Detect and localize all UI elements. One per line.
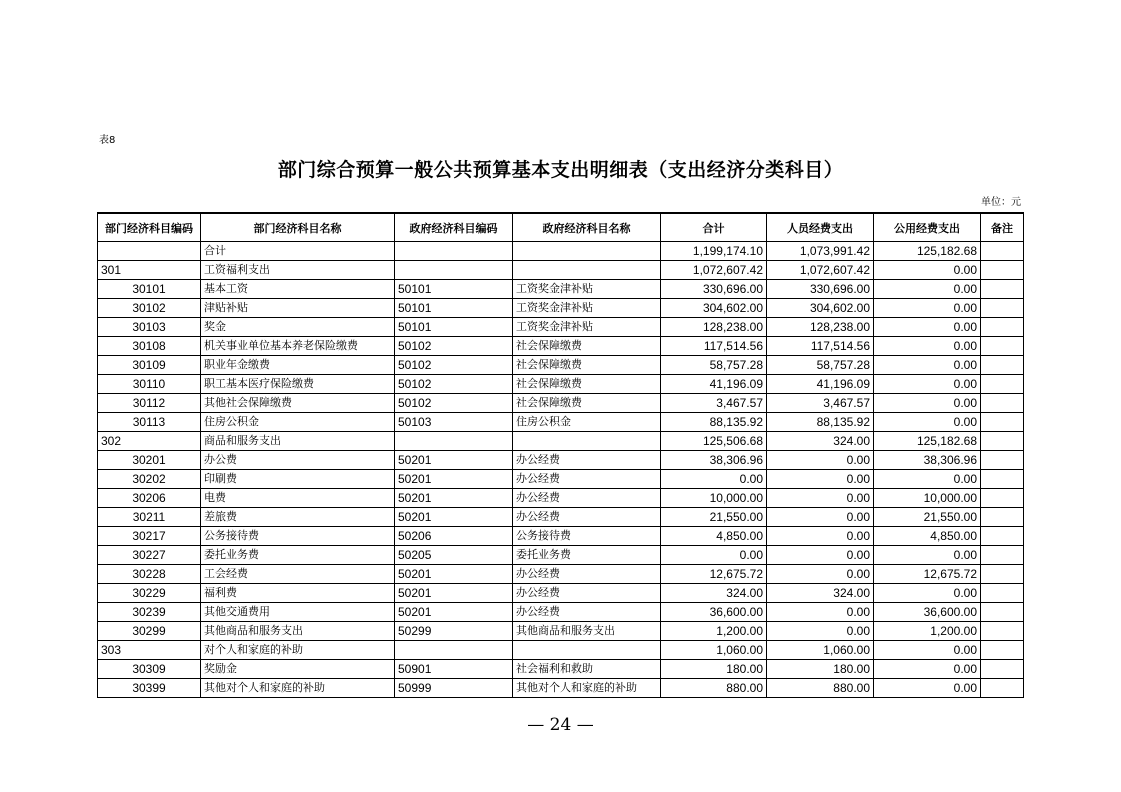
cell-gov-code: 50102: [395, 356, 513, 375]
cell-dept-code: 30299: [98, 622, 201, 641]
cell-dept-code: 30202: [98, 470, 201, 489]
cell-dept-name: 基本工资: [201, 280, 395, 299]
cell-remark: [981, 489, 1024, 508]
cell-dept-code: [98, 242, 201, 261]
cell-gov-name: 工资奖金津补贴: [513, 280, 661, 299]
cell-dept-name: 福利费: [201, 584, 395, 603]
cell-dept-name: 其他对个人和家庭的补助: [201, 679, 395, 698]
cell-gov-code: 50201: [395, 470, 513, 489]
cell-remark: [981, 375, 1024, 394]
cell-gov-name: [513, 261, 661, 280]
cell-dept-name: 其他商品和服务支出: [201, 622, 395, 641]
cell-public: 21,550.00: [874, 508, 981, 527]
cell-dept-code: 30239: [98, 603, 201, 622]
cell-gov-code: 50201: [395, 508, 513, 527]
cell-gov-name: 办公经费: [513, 470, 661, 489]
cell-public: 0.00: [874, 546, 981, 565]
cell-dept-code: 30109: [98, 356, 201, 375]
cell-gov-code: 50102: [395, 375, 513, 394]
cell-gov-code: 50201: [395, 489, 513, 508]
cell-dept-code: 303: [98, 641, 201, 660]
cell-dept-name: 公务接待费: [201, 527, 395, 546]
cell-remark: [981, 527, 1024, 546]
cell-gov-name: 办公经费: [513, 451, 661, 470]
cell-total: 1,199,174.10: [661, 242, 767, 261]
cell-personnel: 58,757.28: [767, 356, 874, 375]
cell-dept-code: 30108: [98, 337, 201, 356]
cell-gov-code: 50201: [395, 451, 513, 470]
cell-gov-code: 50102: [395, 337, 513, 356]
cell-total: 4,850.00: [661, 527, 767, 546]
cell-gov-name: 其他对个人和家庭的补助: [513, 679, 661, 698]
table-row: [98, 451, 1024, 470]
cell-public: 0.00: [874, 641, 981, 660]
cell-gov-code: 50102: [395, 394, 513, 413]
cell-personnel: 3,467.57: [767, 394, 874, 413]
cell-public: 0.00: [874, 394, 981, 413]
cell-remark: [981, 432, 1024, 451]
cell-gov-name: 社会福利和救助: [513, 660, 661, 679]
cell-personnel: 0.00: [767, 470, 874, 489]
table-row: [98, 356, 1024, 375]
cell-personnel: 0.00: [767, 565, 874, 584]
cell-remark: [981, 565, 1024, 584]
cell-dept-code: 30206: [98, 489, 201, 508]
table-row: [98, 299, 1024, 318]
cell-personnel: 330,696.00: [767, 280, 874, 299]
table-row: [98, 394, 1024, 413]
cell-dept-name: 合计: [201, 242, 395, 261]
cell-gov-code: 50103: [395, 413, 513, 432]
table-row: [98, 641, 1024, 660]
header-remark: 备注: [981, 213, 1024, 242]
cell-remark: [981, 451, 1024, 470]
cell-dept-code: 30227: [98, 546, 201, 565]
cell-public: 0.00: [874, 660, 981, 679]
table-row: [98, 432, 1024, 451]
table-label: 表8: [99, 135, 116, 146]
cell-public: 36,600.00: [874, 603, 981, 622]
cell-gov-name: 住房公积金: [513, 413, 661, 432]
cell-personnel: 117,514.56: [767, 337, 874, 356]
cell-dept-name: 差旅费: [201, 508, 395, 527]
cell-remark: [981, 261, 1024, 280]
cell-total: 1,072,607.42: [661, 261, 767, 280]
cell-total: 3,467.57: [661, 394, 767, 413]
cell-dept-name: 职工基本医疗保险缴费: [201, 375, 395, 394]
page-number: — 24 —: [527, 715, 594, 735]
cell-gov-name: 委托业务费: [513, 546, 661, 565]
cell-dept-name: 其他交通费用: [201, 603, 395, 622]
page-title: 部门综合预算一般公共预算基本支出明细表（支出经济分类科目）: [277, 159, 844, 181]
table-body: [98, 242, 1024, 698]
cell-gov-code: 50299: [395, 622, 513, 641]
cell-personnel: 1,073,991.42: [767, 242, 874, 261]
cell-dept-code: 30113: [98, 413, 201, 432]
cell-dept-code: 30309: [98, 660, 201, 679]
cell-remark: [981, 318, 1024, 337]
cell-total: 12,675.72: [661, 565, 767, 584]
cell-remark: [981, 337, 1024, 356]
cell-public: 125,182.68: [874, 242, 981, 261]
cell-remark: [981, 584, 1024, 603]
table-row: [98, 546, 1024, 565]
cell-personnel: 0.00: [767, 527, 874, 546]
cell-dept-name: 津贴补贴: [201, 299, 395, 318]
cell-dept-name: 工资福利支出: [201, 261, 395, 280]
cell-gov-code: 50201: [395, 584, 513, 603]
cell-public: 38,306.96: [874, 451, 981, 470]
cell-remark: [981, 280, 1024, 299]
cell-remark: [981, 603, 1024, 622]
table-row: [98, 337, 1024, 356]
cell-public: 0.00: [874, 261, 981, 280]
unit-label: 单位：元: [981, 197, 1021, 208]
cell-public: 12,675.72: [874, 565, 981, 584]
table-row: [98, 622, 1024, 641]
cell-public: 0.00: [874, 280, 981, 299]
cell-dept-code: 30201: [98, 451, 201, 470]
cell-personnel: 0.00: [767, 546, 874, 565]
cell-gov-name: 办公经费: [513, 603, 661, 622]
cell-gov-name: [513, 641, 661, 660]
table-row: [98, 470, 1024, 489]
cell-remark: [981, 641, 1024, 660]
cell-dept-code: 302: [98, 432, 201, 451]
cell-gov-name: 社会保障缴费: [513, 337, 661, 356]
cell-public: 0.00: [874, 470, 981, 489]
cell-gov-name: 社会保障缴费: [513, 394, 661, 413]
cell-personnel: 1,060.00: [767, 641, 874, 660]
cell-remark: [981, 679, 1024, 698]
cell-personnel: 128,238.00: [767, 318, 874, 337]
cell-gov-name: 工资奖金津补贴: [513, 299, 661, 318]
table-row: [98, 508, 1024, 527]
cell-dept-name: 商品和服务支出: [201, 432, 395, 451]
cell-gov-name: [513, 242, 661, 261]
cell-gov-name: 其他商品和服务支出: [513, 622, 661, 641]
cell-gov-name: 社会保障缴费: [513, 356, 661, 375]
cell-dept-name: 电费: [201, 489, 395, 508]
cell-gov-code: [395, 242, 513, 261]
cell-gov-code: 50901: [395, 660, 513, 679]
cell-total: 21,550.00: [661, 508, 767, 527]
table-row: [98, 375, 1024, 394]
cell-dept-name: 办公费: [201, 451, 395, 470]
cell-gov-name: 工资奖金津补贴: [513, 318, 661, 337]
cell-public: 0.00: [874, 679, 981, 698]
cell-dept-code: 30399: [98, 679, 201, 698]
cell-personnel: 180.00: [767, 660, 874, 679]
cell-personnel: 41,196.09: [767, 375, 874, 394]
cell-gov-code: 50205: [395, 546, 513, 565]
cell-total: 128,238.00: [661, 318, 767, 337]
cell-public: 10,000.00: [874, 489, 981, 508]
cell-dept-name: 奖励金: [201, 660, 395, 679]
cell-dept-name: 机关事业单位基本养老保险缴费: [201, 337, 395, 356]
cell-dept-code: 30112: [98, 394, 201, 413]
cell-gov-code: [395, 432, 513, 451]
cell-personnel: 0.00: [767, 622, 874, 641]
budget-table: [97, 212, 1024, 698]
cell-remark: [981, 242, 1024, 261]
cell-gov-code: [395, 261, 513, 280]
cell-dept-name: 印刷费: [201, 470, 395, 489]
cell-gov-code: 50101: [395, 280, 513, 299]
table-row: [98, 660, 1024, 679]
cell-total: 38,306.96: [661, 451, 767, 470]
table-row: [98, 280, 1024, 299]
cell-personnel: 0.00: [767, 508, 874, 527]
cell-remark: [981, 394, 1024, 413]
cell-dept-code: 30101: [98, 280, 201, 299]
cell-total: 330,696.00: [661, 280, 767, 299]
cell-gov-code: 50101: [395, 299, 513, 318]
cell-total: 180.00: [661, 660, 767, 679]
cell-public: 0.00: [874, 413, 981, 432]
header-personnel: 人员经费支出: [767, 213, 874, 242]
cell-dept-code: 30228: [98, 565, 201, 584]
cell-remark: [981, 299, 1024, 318]
header-gov-name: 政府经济科目名称: [513, 213, 661, 242]
cell-dept-name: 住房公积金: [201, 413, 395, 432]
table-row: [98, 261, 1024, 280]
table-row: [98, 565, 1024, 584]
cell-gov-name: [513, 432, 661, 451]
cell-public: 0.00: [874, 584, 981, 603]
cell-gov-code: [395, 641, 513, 660]
cell-remark: [981, 508, 1024, 527]
cell-total: 36,600.00: [661, 603, 767, 622]
cell-public: 1,200.00: [874, 622, 981, 641]
cell-gov-code: 50201: [395, 565, 513, 584]
table-row: [98, 584, 1024, 603]
cell-public: 0.00: [874, 337, 981, 356]
cell-total: 880.00: [661, 679, 767, 698]
header-total: 合计: [661, 213, 767, 242]
cell-total: 58,757.28: [661, 356, 767, 375]
cell-total: 0.00: [661, 470, 767, 489]
cell-public: 0.00: [874, 356, 981, 375]
header-public: 公用经费支出: [874, 213, 981, 242]
cell-total: 324.00: [661, 584, 767, 603]
header-gov-code: 政府经济科目编码: [395, 213, 513, 242]
cell-public: 0.00: [874, 375, 981, 394]
cell-total: 1,060.00: [661, 641, 767, 660]
table-row: [98, 679, 1024, 698]
cell-remark: [981, 660, 1024, 679]
cell-personnel: 880.00: [767, 679, 874, 698]
cell-dept-name: 奖金: [201, 318, 395, 337]
cell-personnel: 324.00: [767, 584, 874, 603]
cell-dept-name: 其他社会保障缴费: [201, 394, 395, 413]
cell-total: 304,602.00: [661, 299, 767, 318]
cell-dept-code: 30217: [98, 527, 201, 546]
cell-dept-code: 301: [98, 261, 201, 280]
cell-public: 0.00: [874, 318, 981, 337]
table-row: [98, 489, 1024, 508]
cell-personnel: 304,602.00: [767, 299, 874, 318]
cell-dept-name: 对个人和家庭的补助: [201, 641, 395, 660]
cell-total: 41,196.09: [661, 375, 767, 394]
cell-total: 10,000.00: [661, 489, 767, 508]
cell-gov-name: 社会保障缴费: [513, 375, 661, 394]
cell-gov-code: 50101: [395, 318, 513, 337]
cell-personnel: 0.00: [767, 489, 874, 508]
cell-gov-code: 50999: [395, 679, 513, 698]
cell-gov-name: 办公经费: [513, 508, 661, 527]
cell-gov-code: 50206: [395, 527, 513, 546]
cell-public: 125,182.68: [874, 432, 981, 451]
cell-total: 117,514.56: [661, 337, 767, 356]
cell-remark: [981, 356, 1024, 375]
cell-gov-name: 办公经费: [513, 565, 661, 584]
cell-remark: [981, 470, 1024, 489]
cell-public: 4,850.00: [874, 527, 981, 546]
cell-gov-code: 50201: [395, 603, 513, 622]
header-dept-name: 部门经济科目名称: [201, 213, 395, 242]
cell-dept-code: 30229: [98, 584, 201, 603]
cell-dept-code: 30211: [98, 508, 201, 527]
cell-gov-name: 办公经费: [513, 584, 661, 603]
table-row: [98, 242, 1024, 261]
cell-personnel: 1,072,607.42: [767, 261, 874, 280]
cell-dept-code: 30102: [98, 299, 201, 318]
cell-personnel: 0.00: [767, 603, 874, 622]
cell-personnel: 88,135.92: [767, 413, 874, 432]
table-row: [98, 527, 1024, 546]
cell-total: 1,200.00: [661, 622, 767, 641]
table-row: [98, 603, 1024, 622]
cell-dept-code: 30110: [98, 375, 201, 394]
cell-total: 125,506.68: [661, 432, 767, 451]
table-row: [98, 318, 1024, 337]
cell-gov-name: 公务接待费: [513, 527, 661, 546]
cell-personnel: 0.00: [767, 451, 874, 470]
cell-dept-code: 30103: [98, 318, 201, 337]
cell-gov-name: 办公经费: [513, 489, 661, 508]
cell-public: 0.00: [874, 299, 981, 318]
cell-personnel: 324.00: [767, 432, 874, 451]
table-row: [98, 413, 1024, 432]
cell-total: 0.00: [661, 546, 767, 565]
header-dept-code: 部门经济科目编码: [98, 213, 201, 242]
cell-remark: [981, 546, 1024, 565]
cell-total: 88,135.92: [661, 413, 767, 432]
cell-remark: [981, 413, 1024, 432]
table-header-row: [98, 213, 1024, 242]
cell-dept-name: 职业年金缴费: [201, 356, 395, 375]
cell-dept-name: 委托业务费: [201, 546, 395, 565]
cell-remark: [981, 622, 1024, 641]
cell-dept-name: 工会经费: [201, 565, 395, 584]
